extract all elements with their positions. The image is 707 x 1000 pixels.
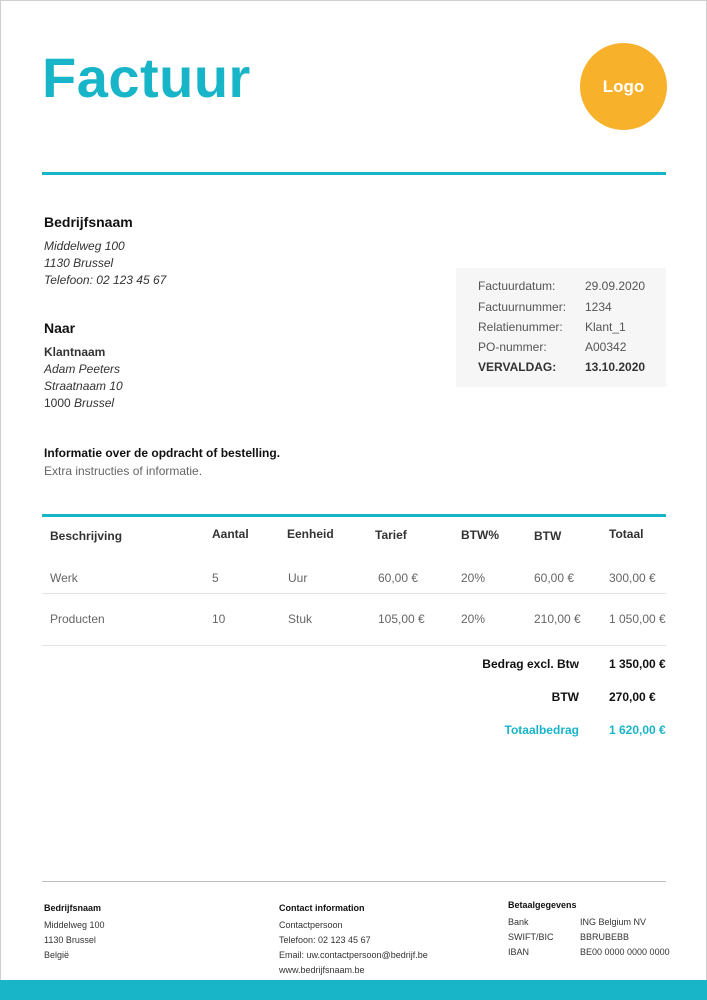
payment-value: BE00 0000 0000 0000: [580, 947, 670, 957]
meta-value: Klant_1: [585, 320, 626, 334]
footer-payment: [508, 900, 670, 960]
footer-contact: [279, 903, 428, 978]
vat-total-value: 270,00 €: [609, 690, 656, 704]
footer-company-line: België: [44, 950, 70, 960]
company-logo: Logo: [580, 43, 667, 130]
footer-company: [44, 903, 105, 963]
order-info-text: Extra instructies of informatie.: [44, 464, 203, 478]
cell-description: Producten: [50, 612, 105, 626]
payment-value: BBRUBEBB: [580, 932, 630, 942]
recipient-block: [44, 320, 123, 412]
col-header-rate: Tarief: [375, 528, 407, 542]
footer-contact-line: Telefoon: 02 123 45 67: [279, 935, 371, 945]
sender-address-line1: Middelweg 100: [44, 239, 125, 253]
payment-row: [508, 930, 630, 945]
sender-phone: Telefoon: 02 123 45 67: [44, 273, 167, 287]
footer-contact-heading: Contact information: [279, 903, 365, 913]
meta-value: A00342: [585, 340, 627, 354]
payment-value: ING Belgium NV: [580, 917, 647, 927]
meta-label: Factuurdatum:: [478, 279, 556, 293]
invoice-title: Factuur: [42, 46, 251, 109]
recipient-city: Brussel: [74, 396, 115, 410]
order-info: [44, 446, 280, 478]
cell-vat-percent: 20%: [461, 571, 486, 585]
meta-value: 13.10.2020: [585, 360, 646, 374]
meta-label: Relatienummer:: [478, 320, 563, 334]
meta-label: Factuurnummer:: [478, 300, 567, 314]
footer-contact-email: Email: uw.contactpersoon@bedrijf.be: [279, 950, 428, 960]
recipient-city-line: [44, 395, 123, 412]
footer-company-line: 1130 Brussel: [44, 935, 96, 945]
cell-quantity: 10: [212, 612, 226, 626]
row-divider: [42, 645, 666, 646]
cell-vat: 60,00 €: [534, 571, 575, 585]
cell-rate: 105,00 €: [378, 612, 425, 626]
cell-total: 300,00 €: [609, 571, 656, 585]
recipient-heading: Naar: [44, 320, 76, 336]
col-header-description: Beschrijving: [50, 529, 123, 543]
cell-description: Werk: [50, 571, 78, 585]
cell-quantity: 5: [212, 571, 219, 585]
cell-vat: 210,00 €: [534, 612, 581, 626]
sender-block: [44, 214, 166, 289]
col-header-total: Totaal: [609, 527, 644, 541]
invoice-meta-box: [456, 268, 666, 387]
footer-accent-bar: [0, 980, 707, 1000]
cell-unit: Stuk: [288, 612, 313, 626]
cell-rate: 60,00 €: [378, 571, 419, 585]
payment-label: IBAN: [508, 947, 530, 957]
col-header-quantity: Aantal: [212, 527, 249, 541]
payment-label: SWIFT/BIC: [508, 932, 554, 942]
recipient-postal: 1000: [44, 396, 71, 410]
payment-row: [508, 915, 647, 930]
payment-label: Bank: [508, 917, 529, 927]
footer-company-heading: Bedrijfsnaam: [44, 903, 102, 913]
meta-label: PO-nummer:: [478, 340, 547, 354]
subtotal-value: 1 350,00 €: [609, 657, 666, 671]
footer-contact-website: www.bedrijfsnaam.be: [279, 965, 365, 975]
payment-row: [508, 945, 670, 960]
footer-divider: [42, 881, 666, 882]
footer-company-line: Middelweg 100: [44, 920, 105, 930]
recipient-company: Klantnaam: [44, 345, 106, 359]
order-info-title: Informatie over de opdracht of bestelling.: [44, 446, 281, 460]
recipient-street: Straatnaam 10: [44, 379, 123, 393]
recipient-contact: Adam Peeters: [44, 362, 121, 376]
subtotal-label: Bedrag excl. Btw: [482, 657, 579, 671]
col-header-vat-percent: BTW%: [461, 528, 499, 542]
grand-total-label: Totaalbedrag: [504, 723, 579, 737]
cell-vat-percent: 20%: [461, 612, 486, 626]
meta-label: VERVALDAG:: [478, 360, 557, 374]
col-header-unit: Eenheid: [287, 527, 334, 541]
meta-value: 1234: [585, 300, 612, 314]
sender-address-line2: 1130 Brussel: [44, 256, 114, 270]
cell-total: 1 050,00 €: [609, 612, 666, 626]
vat-total-label: BTW: [551, 690, 579, 704]
grand-total-value: 1 620,00 €: [609, 723, 666, 737]
meta-value: 29.09.2020: [585, 279, 646, 293]
row-divider: [42, 593, 666, 594]
footer-payment-heading: Betaalgegevens: [508, 900, 577, 910]
sender-name: Bedrijfsnaam: [44, 214, 133, 230]
footer-contact-line: Contactpersoon: [279, 920, 343, 930]
col-header-vat: BTW: [534, 529, 562, 543]
header-divider: [42, 172, 666, 175]
table-top-divider: [42, 514, 666, 517]
cell-unit: Uur: [288, 571, 308, 585]
